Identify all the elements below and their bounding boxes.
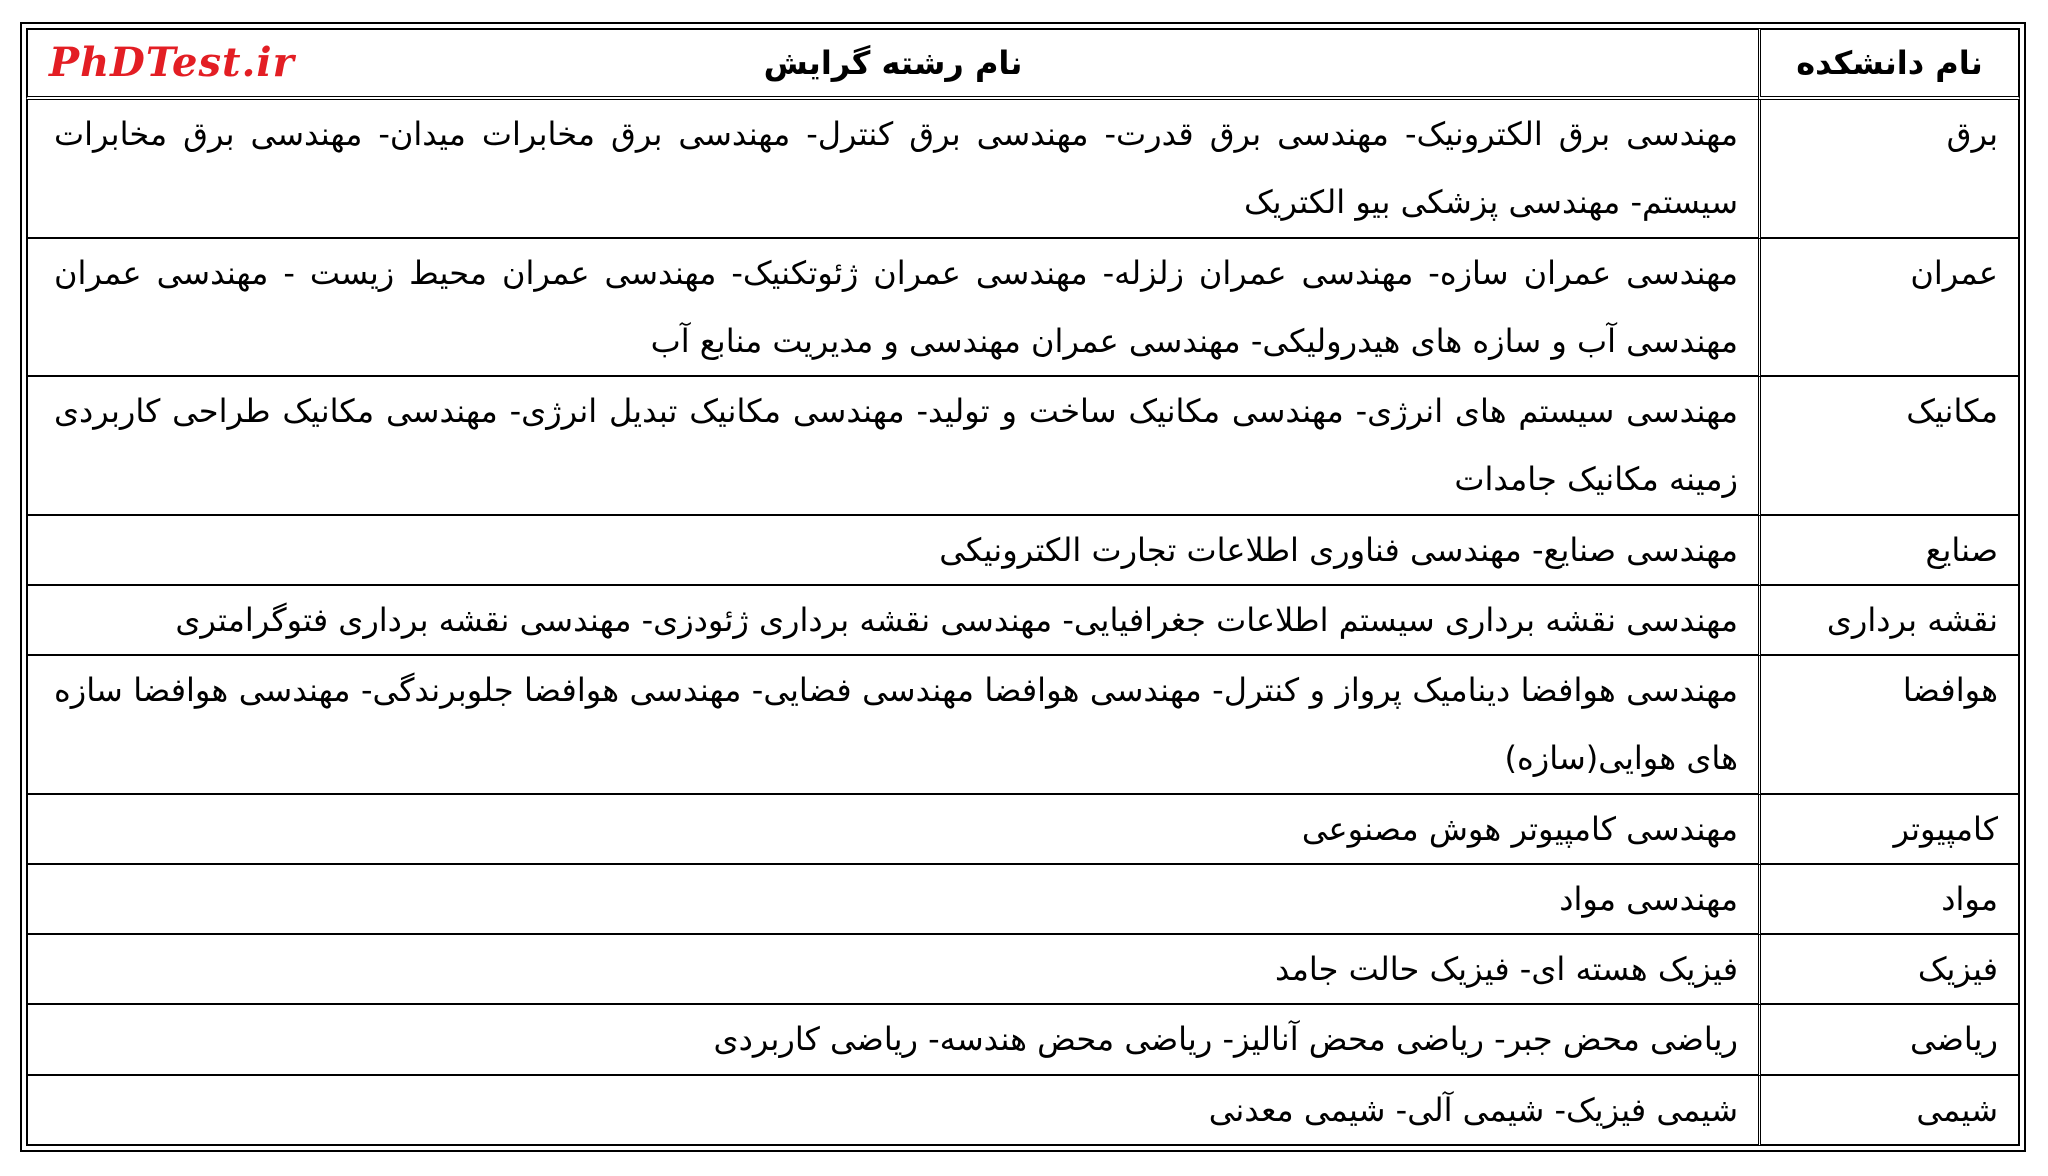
field-list: شیمی فیزیک- شیمی آلی- شیمی معدنی bbox=[26, 1076, 1758, 1146]
faculty-name: مواد bbox=[1758, 865, 2020, 935]
faculty-name: صنایع bbox=[1758, 516, 2020, 586]
table-row bbox=[26, 239, 2020, 377]
faculty-name: هوافضا bbox=[1758, 656, 2020, 794]
faculty-name: فیزیک bbox=[1758, 935, 2020, 1005]
table-row bbox=[26, 795, 2020, 865]
header-faculty-label: نام دانشکده bbox=[1796, 44, 1983, 83]
field-list: مهندسی کامپیوتر هوش مصنوعی bbox=[26, 795, 1758, 865]
table-row bbox=[26, 865, 2020, 935]
table-frame bbox=[20, 22, 2026, 1152]
faculty-name: کامپیوتر bbox=[1758, 795, 2020, 865]
faculty-name: ریاضی bbox=[1758, 1005, 2020, 1075]
faculty-name: عمران bbox=[1758, 239, 2020, 377]
header-field bbox=[26, 28, 1758, 100]
table-row bbox=[26, 656, 2020, 794]
table-row bbox=[26, 1076, 2020, 1146]
field-list: مهندسی برق الکترونیک- مهندسی برق قدرت- مهندسی برق کنترل- مهندسی برق مخابرات میدان- مهندسی برق مخابرات سیستم- مهندسی پزشکی بیو الکتریک bbox=[26, 100, 1758, 238]
field-list: مهندسی سیستم های انرژی- مهندسی مکانیک ساخت و تولید- مهندسی مکانیک تبدیل انرژی- مهندسی مکانیک طراحی کاربردی زمینه مکانیک جامدات bbox=[26, 377, 1758, 515]
header-faculty bbox=[1758, 28, 2020, 100]
field-list: مهندسی عمران سازه- مهندسی عمران زلزله- مهندسی عمران ژئوتکنیک- مهندسی عمران محیط زیست - مهندسی عمران مهندسی آب و سازه های هیدرولیکی- مهندسی عمران مهندسی و مدیریت منابع آب bbox=[26, 239, 1758, 377]
field-list: مهندسی نقشه برداری سیستم اطلاعات جغرافیایی- مهندسی نقشه برداری ژئودزی- مهندسی نقشه برداری فتوگرامتری bbox=[26, 586, 1758, 656]
field-list: مهندسی هوافضا دینامیک پرواز و کنترل- مهندسی هوافضا مهندسی فضایی- مهندسی هوافضا جلوبرندگی- مهندسی هوافضا سازه های هوایی(سازه) bbox=[26, 656, 1758, 794]
faculty-name: نقشه برداری bbox=[1758, 586, 2020, 656]
faculty-name: مکانیک bbox=[1758, 377, 2020, 515]
field-list: فیزیک هسته ای- فیزیک حالت جامد bbox=[26, 935, 1758, 1005]
table-row bbox=[26, 935, 2020, 1005]
faculty-fields-table bbox=[26, 28, 2020, 1146]
faculty-name: برق bbox=[1758, 100, 2020, 238]
field-list: مهندسی صنایع- مهندسی فناوری اطلاعات تجارت الکترونیکی bbox=[26, 516, 1758, 586]
field-list: ریاضی محض جبر- ریاضی محض آنالیز- ریاضی محض هندسه- ریاضی کاربردی bbox=[26, 1005, 1758, 1075]
header-row bbox=[26, 28, 2020, 100]
field-list: مهندسی مواد bbox=[26, 865, 1758, 935]
table-row bbox=[26, 1005, 2020, 1075]
table-row bbox=[26, 516, 2020, 586]
table-row bbox=[26, 377, 2020, 515]
phdtest-logo: PhDTest.ir bbox=[49, 39, 295, 87]
table-row bbox=[26, 100, 2020, 238]
header-field-label: نام رشته گرایش bbox=[763, 44, 1023, 83]
faculty-name: شیمی bbox=[1758, 1076, 2020, 1146]
table-row bbox=[26, 586, 2020, 656]
